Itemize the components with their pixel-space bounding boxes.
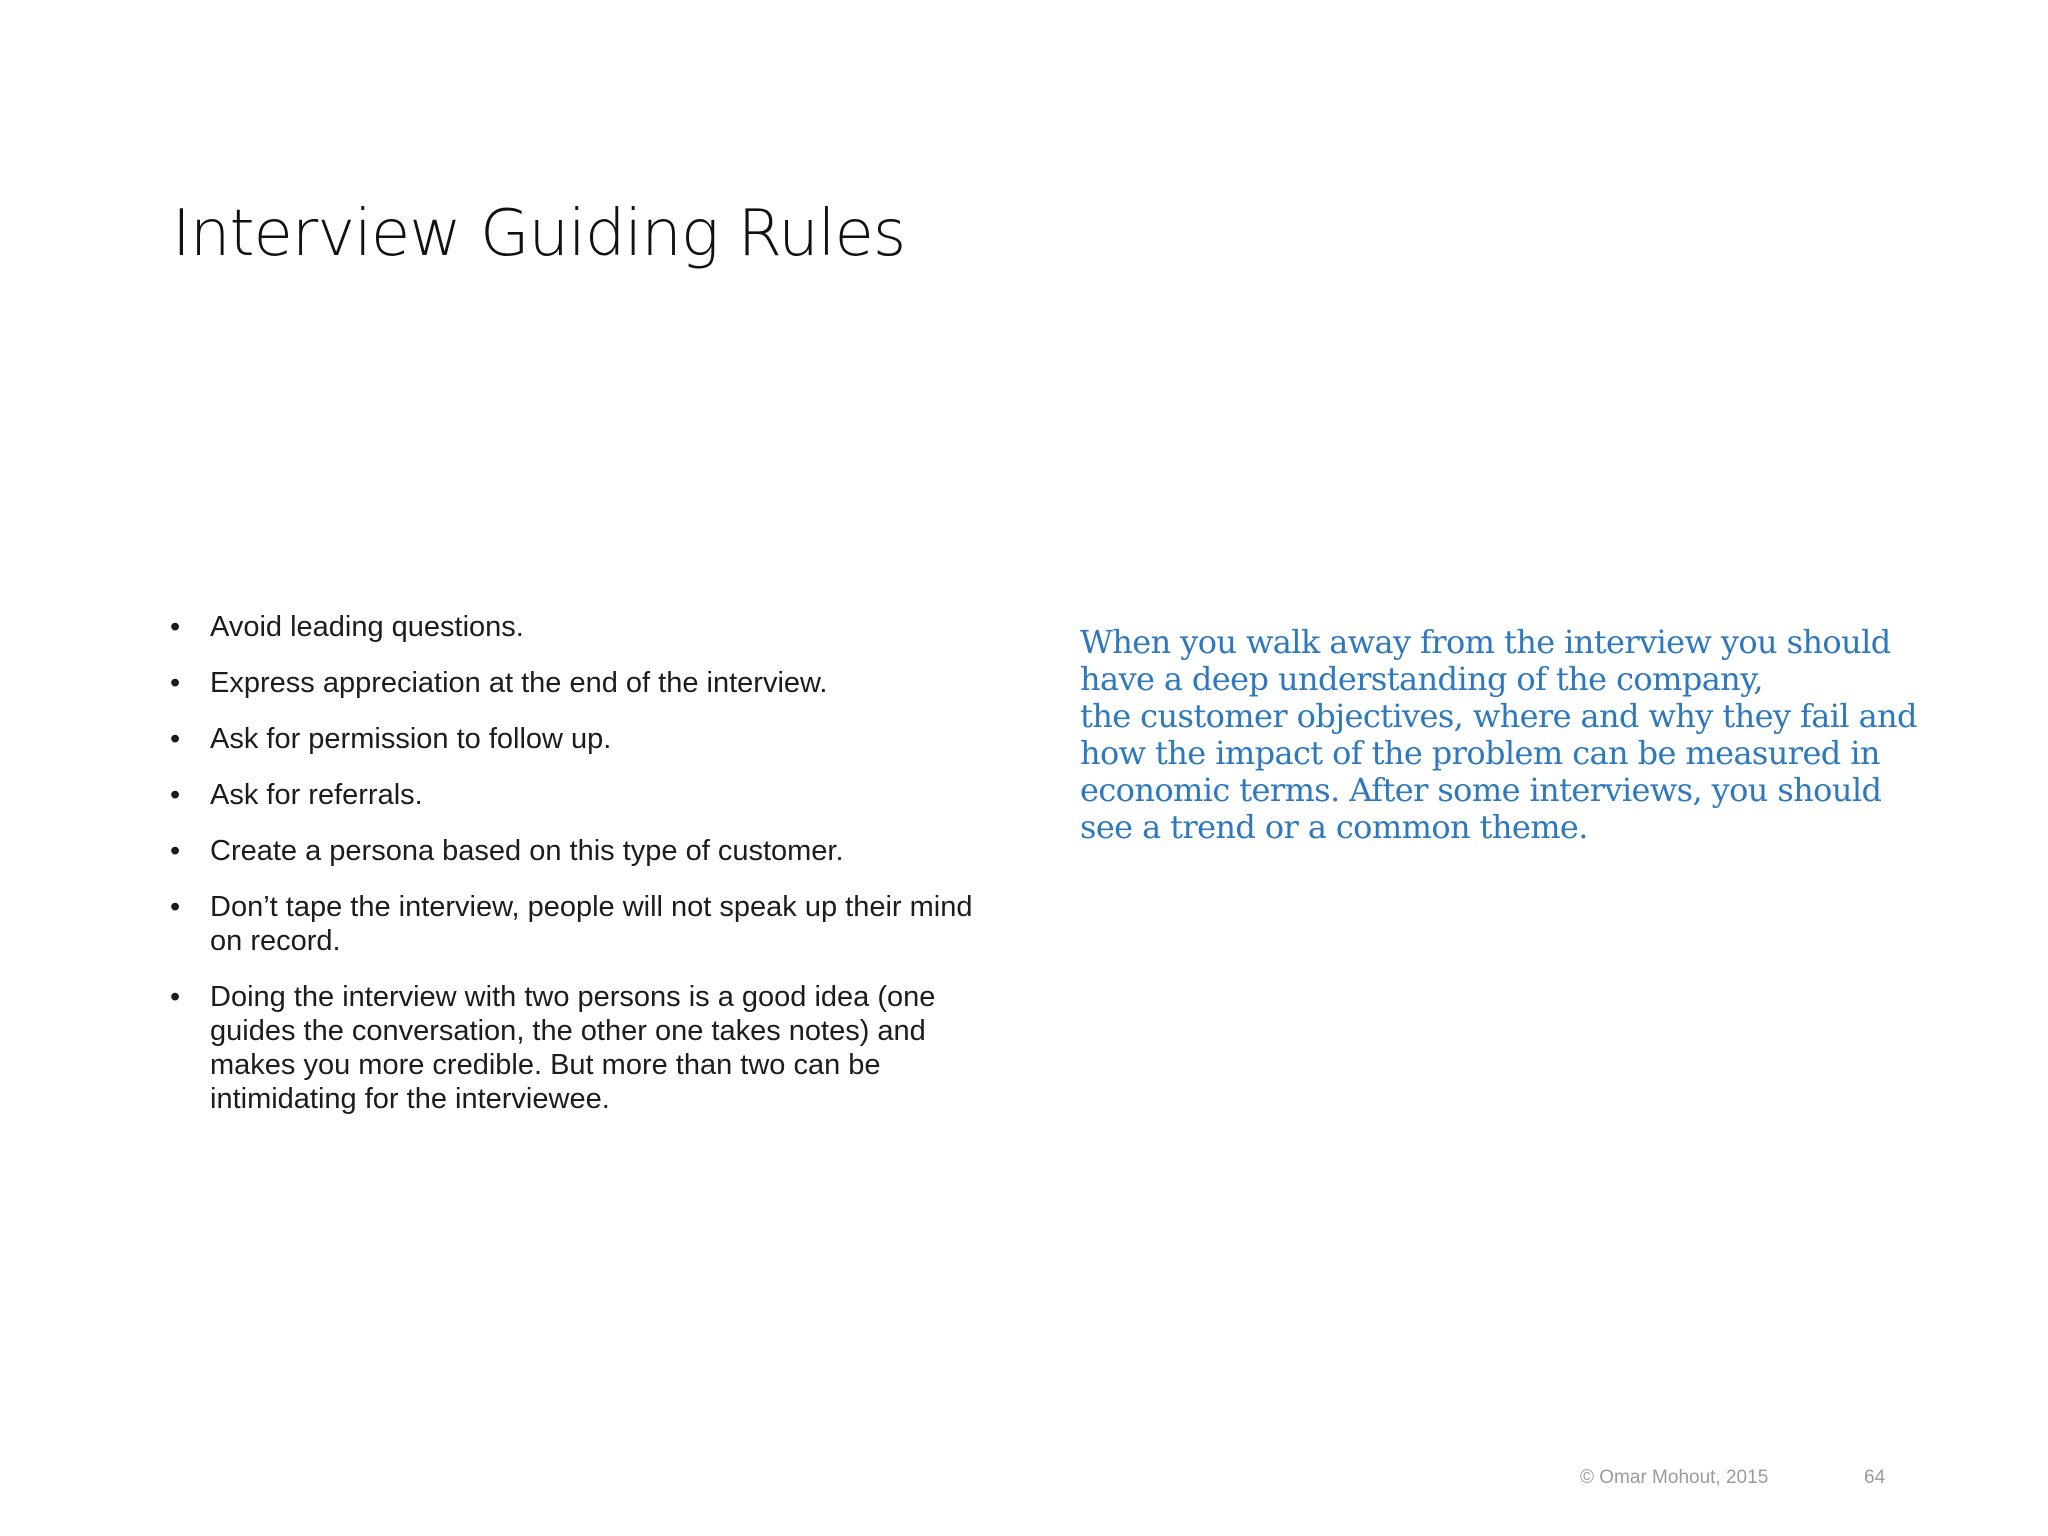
list-item <box>170 610 990 644</box>
bullet-icon: • <box>170 667 181 699</box>
pull-quote: When you walk away from the interview you should have a deep understanding of the company, the customer objectives, where and why they fail and how the impact of the problem can be measured in economic terms. After some interviews, you should see a trend or a common theme. <box>1080 623 1917 846</box>
bullet-icon: • <box>170 891 181 923</box>
rule-text: Create a persona based on this type of customer. <box>210 835 844 867</box>
slide-title: Interview Guiding Rules <box>172 197 906 271</box>
list-item <box>170 722 990 756</box>
rules-list <box>170 610 990 1138</box>
rule-text: Don’t tape the interview, people will not speak up their mind on record. <box>210 891 973 957</box>
rule-text: Express appreciation at the end of the interview. <box>210 667 828 699</box>
list-item <box>170 980 990 1116</box>
list-item <box>170 834 990 868</box>
bullet-icon: • <box>170 611 181 643</box>
list-item <box>170 666 990 700</box>
rule-text: Avoid leading questions. <box>210 611 524 643</box>
list-item <box>170 890 990 958</box>
list-item <box>170 778 990 812</box>
rule-text: Ask for referrals. <box>210 779 423 811</box>
bullet-icon: • <box>170 779 181 811</box>
footer-credit: © Omar Mohout, 2015 <box>1580 1467 1769 1488</box>
bullet-icon: • <box>170 723 181 755</box>
rule-text: Ask for permission to follow up. <box>210 723 612 755</box>
bullet-icon: • <box>170 981 181 1013</box>
rule-text: Doing the interview with two persons is a good idea (one guides the conversation, the other one takes notes) and makes you more credible. But more than two can be intimidating for the interviewee. <box>210 981 936 1115</box>
bullet-icon: • <box>170 835 181 867</box>
page-number: 64 <box>1864 1467 1886 1488</box>
